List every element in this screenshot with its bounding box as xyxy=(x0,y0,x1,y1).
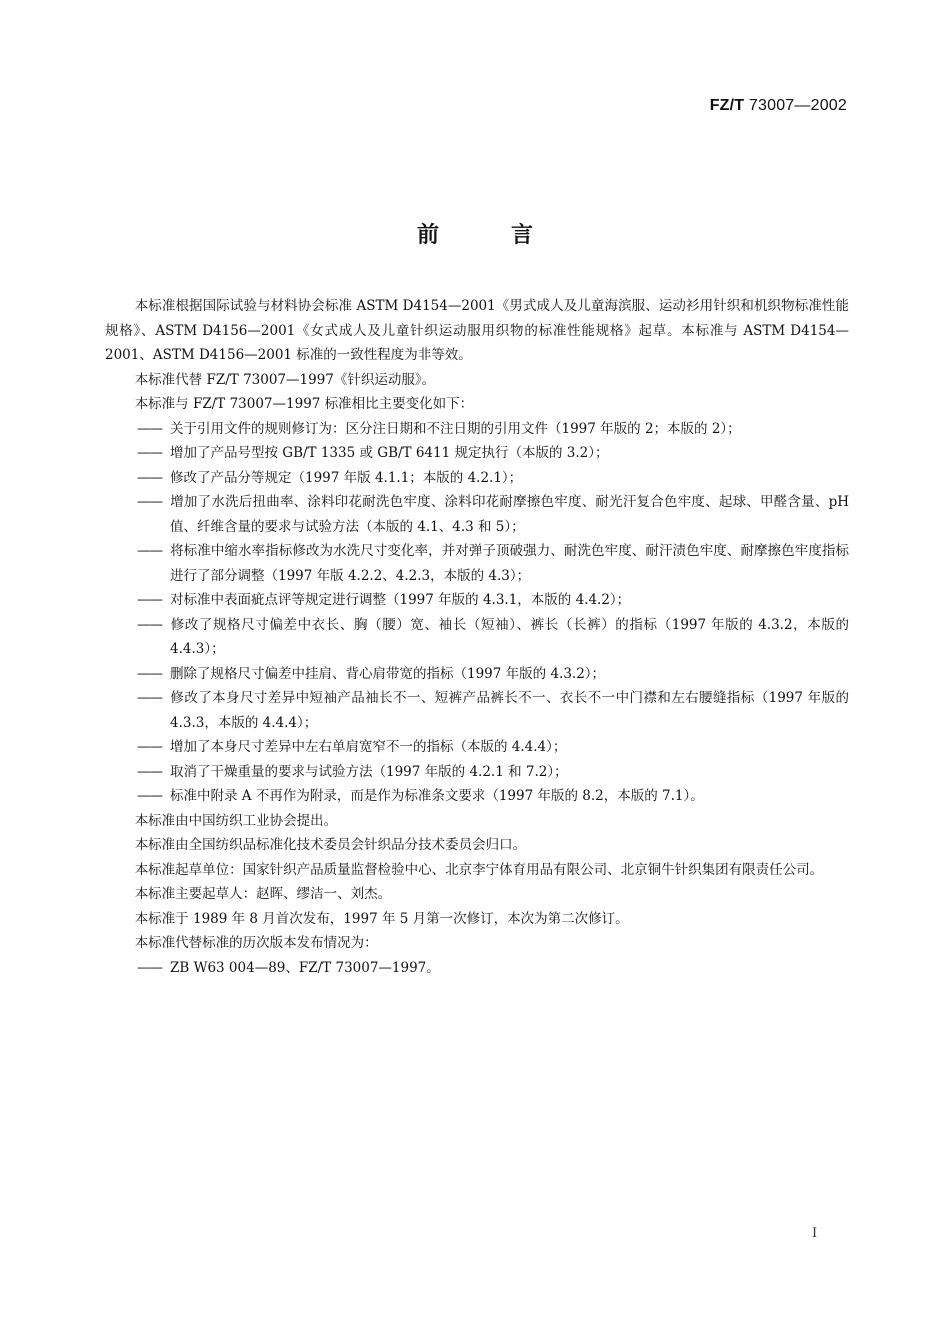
change-item xyxy=(105,613,849,662)
dash-marker: —— xyxy=(137,616,162,633)
change-item xyxy=(105,588,849,613)
change-item xyxy=(105,662,849,687)
dash-marker: —— xyxy=(137,665,162,682)
change-item xyxy=(105,686,849,735)
paragraph: 本标准由全国纺织品标准化技术委员会针织品分技术委员会归口。 xyxy=(134,837,527,853)
change-item xyxy=(105,784,849,809)
dash-marker: —— xyxy=(137,494,162,510)
dash-marker: —— xyxy=(137,739,162,755)
change-item xyxy=(105,760,849,785)
change-item xyxy=(105,441,849,466)
history-item xyxy=(105,956,849,981)
paragraph: 本标准主要起草人：赵晖、缪洁一、刘杰。 xyxy=(134,886,392,902)
dash-marker: —— xyxy=(137,420,162,437)
standard-code-number: 73007—2002 xyxy=(744,97,847,114)
change-item xyxy=(105,466,849,491)
standard-code-prefix: FZ/T xyxy=(709,97,745,114)
page-title: 前言 xyxy=(416,223,605,248)
standard-code xyxy=(710,97,847,115)
dash-marker: —— xyxy=(137,690,162,706)
change-item xyxy=(105,735,849,760)
dash-marker: —— xyxy=(137,469,162,486)
change-item-text: 删除了规格尺寸偏差中挂肩、背心肩带宽的指标（1997 年版的 4.3.2）； xyxy=(170,665,606,682)
history-item-text: ZB W63 004—89、FZ/T 73007—1997。 xyxy=(170,959,440,976)
dash-marker: —— xyxy=(137,763,162,780)
paragraph: 本标准于 1989 年 8 月首次发布，1997 年 5 月第一次修订，本次为第二次修订。 xyxy=(134,910,629,927)
paragraph: 本标准根据国际试验与材料协会标准 ASTM D4154—2001《男式成人及儿童海滨服、运动衫用针织和机织物标准性能规格》、ASTM D4156—2001《女式成人及儿童针织运动服用织物的标准性能规格》起草。本标准与 ASTM D4154—2001、ASTM D4156—2001 标准的一致性程度为非等效。 xyxy=(105,298,849,363)
paragraph: 本标准代替标准的历次版本发布情况为： xyxy=(134,935,378,951)
paragraph: 本标准与 FZ/T 73007—1997 标准相比主要变化如下： xyxy=(134,396,474,412)
dash-marker: —— xyxy=(137,543,162,559)
change-item-text: 修改了规格尺寸偏差中衣长、胸（腰）宽、袖长（短袖）、裤长（长裤）的指标（1997 年版的 4.3.2，本版的 4.4.3）； xyxy=(170,616,849,657)
change-item-text: 增加了产品号型按 GB/T 1335 或 GB/T 6411 规定执行（本版的 3.2）； xyxy=(170,445,609,461)
change-item xyxy=(105,490,849,539)
page-number: I xyxy=(812,1226,818,1241)
change-item-text: 对标准中表面疵点评等规定进行调整（1997 年版的 4.3.1，本版的 4.4.2）； xyxy=(170,592,631,608)
change-item-text: 修改了产品分等规定（1997 年版 4.1.1；本版的 4.2.1）； xyxy=(170,469,523,486)
change-item-text: 修改了本身尺寸差异中短袖产品袖长不一、短裤产品裤长不一、衣长不一中门襟和左右腰缝指标（1997 年版的 4.3.3，本版的 4.4.4）； xyxy=(170,690,849,731)
change-item xyxy=(105,539,849,588)
paragraph: 本标准起草单位：国家针织产品质量监督检验中心、北京李宁体育用品有限公司、北京铜牛针织集团有限责任公司。 xyxy=(134,861,824,878)
dash-marker: —— xyxy=(137,788,162,804)
dash-marker: —— xyxy=(137,592,162,608)
change-item-text: 标准中附录 A 不再作为附录，而是作为标准条文要求（1997 年版的 8.2，本版的 7.1）。 xyxy=(170,788,704,804)
foreword-body xyxy=(105,294,849,980)
dash-marker: —— xyxy=(137,959,162,976)
dash-marker: —— xyxy=(137,445,162,461)
change-item-text: 取消了干燥重量的要求与试验方法（1997 年版的 4.2.1 和 7.2）； xyxy=(170,763,568,780)
change-item-text: 将标准中缩水率指标修改为水洗尺寸变化率，并对弹子顶破强力、耐洗色牢度、耐汗渍色牢度、耐摩擦色牢度指标进行了部分调整（1997 年版 4.2.2、4.2.3，本版的 4.3）； xyxy=(170,543,849,584)
paragraph: 本标准由中国纺织工业协会提出。 xyxy=(134,812,338,829)
change-item xyxy=(105,417,849,442)
change-item-text: 增加了本身尺寸差异中左右单肩宽窄不一的指标（本版的 4.4.4）； xyxy=(170,739,567,755)
change-item-text: 增加了水洗后扭曲率、涂料印花耐洗色牢度、涂料印花耐摩擦色牢度、耐光汗复合色牢度、起球、甲醛含量、pH 值、纤维含量的要求与试验方法（本版的 4.1、4.3 和 5）； xyxy=(170,494,849,535)
change-item-text: 关于引用文件的规则修订为：区分注日期和不注日期的引用文件（1997 年版的 2；本版的 2）； xyxy=(170,420,741,437)
paragraph: 本标准代替 FZ/T 73007—1997《针织运动服》。 xyxy=(134,371,436,388)
